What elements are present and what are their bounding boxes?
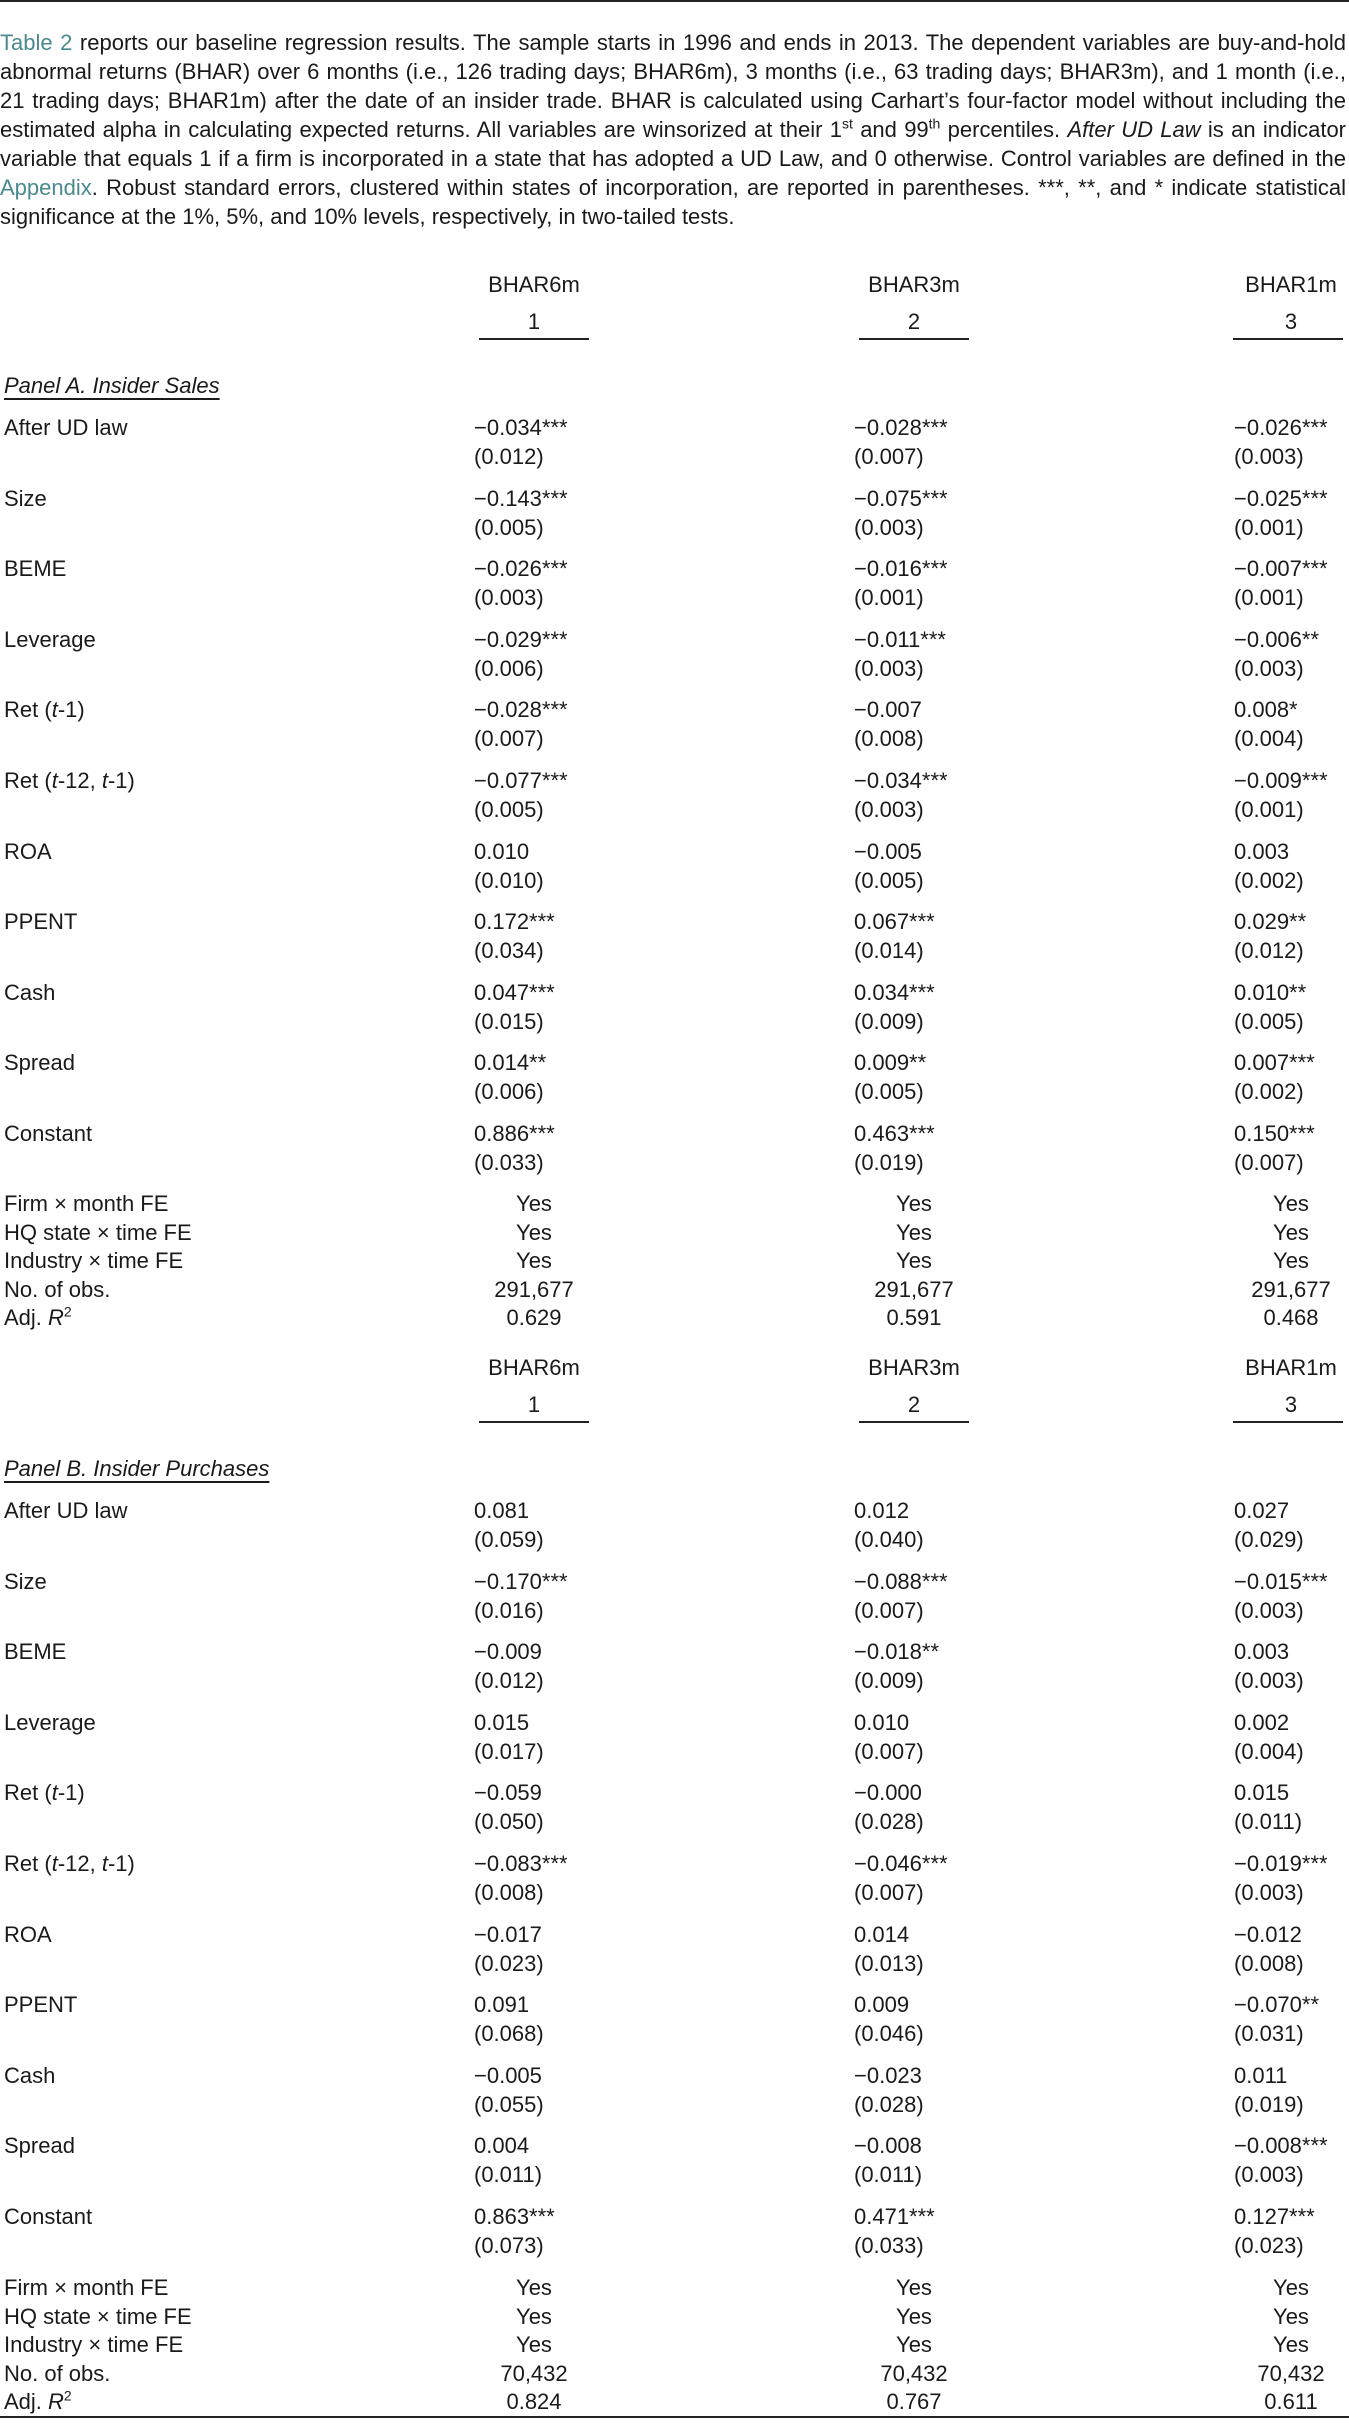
- stat-value: Yes: [896, 2304, 932, 2329]
- coefficient-cell: −0.009: [474, 1639, 542, 1664]
- standard-error-cell: (0.001): [1234, 515, 1304, 540]
- column-number: 2: [907, 309, 921, 334]
- row-label: Constant: [4, 1121, 93, 1146]
- stat-value: Yes: [896, 1220, 932, 1245]
- coefficient-cell: 0.091: [474, 1992, 530, 2017]
- coefficient-cell: 0.127***: [1234, 2204, 1315, 2229]
- caption-sup: th: [928, 115, 941, 132]
- coefficient-cell: −0.006**: [1234, 627, 1320, 652]
- row-label: Ret (t-1): [4, 697, 85, 722]
- standard-error-cell: (0.007): [854, 1880, 924, 1905]
- standard-error-cell: (0.014): [854, 938, 924, 963]
- coefficient-cell: 0.002: [1234, 1710, 1290, 1735]
- coefficient-cell: 0.008*: [1234, 697, 1298, 722]
- standard-error-cell: (0.050): [474, 1809, 544, 1834]
- coefficient-cell: −0.034***: [474, 415, 568, 440]
- row-label: BEME: [4, 1639, 67, 1664]
- panel-title: Panel A. Insider Sales: [4, 373, 220, 398]
- coefficient-cell: 0.011: [1234, 2063, 1288, 2088]
- standard-error-cell: (0.028): [854, 1809, 924, 1834]
- coefficient-cell: 0.010: [854, 1710, 910, 1735]
- standard-error-cell: (0.004): [1234, 1739, 1304, 1764]
- row-label: PPENT: [4, 1992, 78, 2017]
- standard-error-cell: (0.003): [1234, 1598, 1304, 1623]
- top-rule: [0, 0, 1349, 2]
- stat-value: 291,677: [874, 1277, 954, 1302]
- coefficient-cell: 0.047***: [474, 980, 555, 1005]
- coefficient-cell: 0.004: [474, 2133, 530, 2158]
- stat-value: 0.468: [1263, 1305, 1319, 1330]
- standard-error-cell: (0.005): [854, 1079, 924, 1104]
- coefficient-cell: −0.070**: [1234, 1992, 1320, 2017]
- coefficient-cell: −0.019***: [1234, 1851, 1328, 1876]
- standard-error-cell: (0.003): [1234, 2162, 1304, 2187]
- coefficient-cell: 0.172***: [474, 909, 555, 934]
- stat-value: 70,432: [1257, 2361, 1325, 2386]
- stat-value: 0.611: [1264, 2389, 1318, 2414]
- row-label: Leverage: [4, 627, 96, 652]
- column-header: BHAR3m: [868, 272, 960, 297]
- standard-error-cell: (0.003): [1234, 444, 1304, 469]
- coefficient-cell: −0.018**: [854, 1639, 940, 1664]
- column-header: BHAR6m: [488, 1355, 580, 1380]
- row-label: Ret (t-1): [4, 1780, 85, 1805]
- stat-value: 0.767: [886, 2389, 942, 2414]
- row-label: Ret (t-12, t-1): [4, 768, 135, 793]
- coefficient-cell: −0.083***: [474, 1851, 568, 1876]
- row-label: Leverage: [4, 1710, 96, 1735]
- column-underline: [479, 338, 589, 340]
- standard-error-cell: (0.003): [474, 585, 544, 610]
- stat-label: Industry × time FE: [4, 1248, 184, 1273]
- standard-error-cell: (0.003): [1234, 1880, 1304, 1905]
- standard-error-cell: (0.005): [474, 515, 544, 540]
- standard-error-cell: (0.002): [1234, 1079, 1304, 1104]
- coefficient-cell: 0.081: [474, 1498, 530, 1523]
- time-variable: t: [51, 1780, 58, 1805]
- stat-label: Adj. $R^2$: [4, 2387, 72, 2414]
- column-header: BHAR6m: [488, 272, 580, 297]
- coefficient-cell: 0.014: [854, 1922, 910, 1947]
- standard-error-cell: (0.012): [1234, 938, 1304, 963]
- table-2-link[interactable]: Table 2: [0, 30, 73, 55]
- coefficient-cell: −0.046***: [854, 1851, 948, 1876]
- coefficient-cell: −0.143***: [474, 486, 568, 511]
- standard-error-cell: (0.011): [854, 2162, 923, 2187]
- row-label: Ret (t-12, t-1): [4, 1851, 135, 1876]
- column-number: 2: [907, 1392, 921, 1417]
- stat-value: Yes: [1273, 2304, 1309, 2329]
- standard-error-cell: (0.007): [854, 444, 924, 469]
- caption-text: and 99: [852, 117, 929, 142]
- standard-error-cell: (0.031): [1234, 2021, 1304, 2046]
- coefficient-cell: 0.009: [854, 1992, 910, 2017]
- row-label: PPENT: [4, 909, 78, 934]
- standard-error-cell: (0.007): [854, 1739, 924, 1764]
- coefficient-cell: −0.029***: [474, 627, 568, 652]
- coefficient-cell: −0.077***: [474, 768, 568, 793]
- coefficient-cell: −0.016***: [854, 556, 948, 581]
- stat-label: HQ state × time FE: [4, 2304, 192, 2329]
- coefficient-cell: −0.026***: [474, 556, 568, 581]
- stat-value: Yes: [516, 1191, 552, 1216]
- stat-value: Yes: [1273, 2332, 1309, 2357]
- caption-text: . Robust standard errors, clustered within states of incorporation, are reported in parentheses. ***, **, and * indicate statistical significance at the 1%, 5%, and 10% levels, respectively, in two-tailed tests.: [0, 175, 1346, 229]
- bottom-rule: [0, 2416, 1349, 2418]
- coefficient-cell: −0.005: [474, 2063, 542, 2088]
- standard-error-cell: (0.059): [474, 1527, 544, 1552]
- coefficient-cell: −0.007: [854, 697, 922, 722]
- standard-error-cell: (0.005): [474, 797, 544, 822]
- standard-error-cell: (0.003): [854, 797, 924, 822]
- r-squared-superscript: 2: [63, 2387, 72, 2404]
- column-underline: [479, 1421, 589, 1423]
- r-squared-superscript: 2: [63, 1303, 72, 1320]
- coefficient-cell: 0.886***: [474, 1121, 555, 1146]
- stat-value: Yes: [516, 2304, 552, 2329]
- standard-error-cell: (0.013): [854, 1951, 924, 1976]
- stat-label: No. of obs.: [4, 1277, 111, 1302]
- standard-error-cell: (0.055): [474, 2092, 544, 2117]
- standard-error-cell: (0.028): [854, 2092, 924, 2117]
- standard-error-cell: (0.033): [474, 1150, 544, 1175]
- standard-error-cell: (0.023): [1234, 2233, 1304, 2258]
- stat-value: Yes: [1273, 1248, 1309, 1273]
- coefficient-cell: −0.000: [854, 1780, 922, 1805]
- r-symbol: R: [48, 1305, 64, 1330]
- standard-error-cell: (0.007): [854, 1598, 924, 1623]
- standard-error-cell: (0.034): [474, 938, 544, 963]
- standard-error-cell: (0.001): [1234, 585, 1304, 610]
- standard-error-cell: (0.073): [474, 2233, 544, 2258]
- stat-value: Yes: [1273, 2275, 1309, 2300]
- standard-error-cell: (0.006): [474, 656, 544, 681]
- coefficient-cell: −0.028***: [854, 415, 948, 440]
- coefficient-cell: 0.009**: [854, 1050, 927, 1075]
- coefficient-cell: −0.009***: [1234, 768, 1328, 793]
- standard-error-cell: (0.006): [474, 1079, 544, 1104]
- coefficient-cell: −0.026***: [1234, 415, 1328, 440]
- row-label: Size: [4, 486, 47, 511]
- row-label: ROA: [4, 839, 52, 864]
- standard-error-cell: (0.019): [1234, 2092, 1304, 2117]
- table-caption: [0, 28, 1346, 231]
- column-number: 1: [527, 1392, 541, 1417]
- standard-error-cell: (0.002): [1234, 868, 1304, 893]
- time-variable: t: [51, 768, 58, 793]
- standard-error-cell: (0.007): [1234, 1150, 1304, 1175]
- time-variable: t: [51, 697, 58, 722]
- standard-error-cell: (0.009): [854, 1009, 924, 1034]
- column-number: 3: [1284, 309, 1298, 334]
- stat-value: Yes: [896, 1191, 932, 1216]
- column-header: BHAR1m: [1245, 1355, 1337, 1380]
- stat-value: 291,677: [1251, 1277, 1331, 1302]
- coefficient-cell: −0.028***: [474, 697, 568, 722]
- standard-error-cell: (0.001): [1234, 797, 1304, 822]
- coefficient-cell: −0.025***: [1234, 486, 1328, 511]
- standard-error-cell: (0.005): [1234, 1009, 1304, 1034]
- standard-error-cell: (0.033): [854, 2233, 924, 2258]
- standard-error-cell: (0.001): [854, 585, 924, 610]
- column-header: BHAR1m: [1245, 272, 1337, 297]
- time-variable: t: [101, 1851, 108, 1876]
- standard-error-cell: (0.012): [474, 1668, 544, 1693]
- coefficient-cell: −0.023: [854, 2063, 922, 2088]
- row-label: Spread: [4, 2133, 75, 2158]
- standard-error-cell: (0.029): [1234, 1527, 1304, 1552]
- stat-label: Industry × time FE: [4, 2332, 184, 2357]
- coefficient-cell: 0.010**: [1234, 980, 1307, 1005]
- coefficient-cell: 0.863***: [474, 2204, 555, 2229]
- column-underline: [859, 1421, 969, 1423]
- coefficient-cell: 0.027: [1234, 1498, 1290, 1523]
- coefficient-cell: −0.005: [854, 839, 922, 864]
- standard-error-cell: (0.003): [854, 656, 924, 681]
- stat-value: Yes: [1273, 1220, 1309, 1245]
- standard-error-cell: (0.005): [854, 868, 924, 893]
- standard-error-cell: (0.003): [854, 515, 924, 540]
- row-label: After UD law: [4, 415, 128, 440]
- row-label: BEME: [4, 556, 67, 581]
- stat-value: Yes: [896, 2332, 932, 2357]
- coefficient-cell: 0.471***: [854, 2204, 935, 2229]
- standard-error-cell: (0.010): [474, 868, 544, 893]
- standard-error-cell: (0.003): [1234, 656, 1304, 681]
- r-symbol: R: [48, 2389, 64, 2414]
- column-number: 1: [527, 309, 541, 334]
- coefficient-cell: 0.150***: [1234, 1121, 1315, 1146]
- standard-error-cell: (0.046): [854, 2021, 924, 2046]
- caption-text: is an indicator variable that equals 1 if a firm is incorporated in a state that has adopted a UD Law, and 0 otherwise. Control variables are defined in the: [0, 117, 1347, 171]
- standard-error-cell: (0.019): [854, 1150, 924, 1175]
- stat-value: Yes: [516, 2332, 552, 2357]
- standard-error-cell: (0.015): [474, 1009, 544, 1034]
- stat-value: Yes: [516, 1248, 552, 1273]
- column-underline: [859, 338, 969, 340]
- stat-value: Yes: [896, 2275, 932, 2300]
- coefficient-cell: 0.463***: [854, 1121, 935, 1146]
- coefficient-cell: 0.003: [1234, 1639, 1290, 1664]
- stat-value: 0.824: [506, 2389, 562, 2414]
- coefficient-cell: −0.008***: [1234, 2133, 1328, 2158]
- coefficient-cell: 0.029**: [1234, 909, 1307, 934]
- coefficient-cell: −0.017: [474, 1922, 542, 1947]
- standard-error-cell: (0.008): [854, 726, 924, 751]
- caption-text: reports our baseline regression results. The sample starts in 1996 and ends in 2013. The dependent variables are buy-and-hold abnormal returns (BHAR) over 6 months (i.e., 126 trading days; BHAR6m), 3 months (i.e., 63 trading days; BHAR3m), and 1 month (i.e., 21 trading days; BHAR1m) after the date of an insider trade. BHAR is calculated using Carhart’s four-factor model without including the estimated alpha in calculating expected returns. All variables are winsorized at their 1: [0, 30, 1346, 142]
- coefficient-cell: −0.011***: [854, 627, 946, 652]
- coefficient-cell: −0.008: [854, 2133, 922, 2158]
- coefficient-cell: −0.075***: [854, 486, 948, 511]
- standard-error-cell: (0.068): [474, 2021, 544, 2046]
- stat-label: Firm × month FE: [4, 2275, 169, 2300]
- row-label: Constant: [4, 2204, 93, 2229]
- column-header: BHAR3m: [868, 1355, 960, 1380]
- coefficient-cell: 0.007***: [1234, 1050, 1315, 1075]
- column-number: 3: [1284, 1392, 1298, 1417]
- coefficient-cell: 0.012: [854, 1498, 910, 1523]
- coefficient-cell: −0.007***: [1234, 556, 1328, 581]
- standard-error-cell: (0.023): [474, 1951, 544, 1976]
- panel-title: Panel B. Insider Purchases: [4, 1456, 270, 1481]
- column-underline: [1233, 1421, 1343, 1423]
- standard-error-cell: (0.007): [474, 726, 544, 751]
- standard-error-cell: (0.016): [474, 1598, 544, 1623]
- caption-text: percentiles.: [940, 117, 1068, 142]
- appendix-link[interactable]: Appendix: [0, 175, 92, 200]
- stat-value: Yes: [516, 1220, 552, 1245]
- stat-value: 70,432: [500, 2361, 568, 2386]
- stat-value: Yes: [516, 2275, 552, 2300]
- stat-label: Firm × month FE: [4, 1191, 169, 1216]
- stat-label: HQ state × time FE: [4, 1220, 192, 1245]
- caption-sup: st: [842, 115, 853, 132]
- stat-value: Yes: [1273, 1191, 1309, 1216]
- caption-italic: After UD Law: [1067, 117, 1201, 142]
- standard-error-cell: (0.012): [474, 444, 544, 469]
- standard-error-cell: (0.008): [474, 1880, 544, 1905]
- coefficient-cell: 0.014**: [474, 1050, 547, 1075]
- coefficient-cell: 0.010: [474, 839, 530, 864]
- row-label: ROA: [4, 1922, 52, 1947]
- row-label: Cash: [4, 980, 56, 1005]
- row-label: Spread: [4, 1050, 75, 1075]
- standard-error-cell: (0.009): [854, 1668, 924, 1693]
- coefficient-cell: 0.067***: [854, 909, 935, 934]
- coefficient-cell: −0.034***: [854, 768, 948, 793]
- coefficient-cell: 0.034***: [854, 980, 935, 1005]
- row-label: Size: [4, 1569, 47, 1594]
- coefficient-cell: −0.059: [474, 1780, 542, 1805]
- stat-label: Adj. $R^2$: [4, 1303, 72, 1330]
- standard-error-cell: (0.011): [474, 2162, 543, 2187]
- standard-error-cell: (0.004): [1234, 726, 1304, 751]
- column-underline: [1233, 338, 1343, 340]
- row-label: Cash: [4, 2063, 56, 2088]
- stat-value: 0.591: [886, 1305, 942, 1330]
- time-variable: t: [51, 1851, 58, 1876]
- time-variable: t: [101, 768, 108, 793]
- standard-error-cell: (0.008): [1234, 1951, 1304, 1976]
- coefficient-cell: −0.088***: [854, 1569, 948, 1594]
- coefficient-cell: 0.015: [1234, 1780, 1290, 1805]
- coefficient-cell: −0.015***: [1234, 1569, 1328, 1594]
- stat-value: 0.629: [506, 1305, 562, 1330]
- stat-label: No. of obs.: [4, 2361, 111, 2386]
- standard-error-cell: (0.003): [1234, 1668, 1304, 1693]
- row-label: After UD law: [4, 1498, 128, 1523]
- stat-value: 70,432: [880, 2361, 948, 2386]
- standard-error-cell: (0.040): [854, 1527, 924, 1552]
- stat-value: 291,677: [494, 1277, 574, 1302]
- coefficient-cell: −0.012: [1234, 1922, 1302, 1947]
- standard-error-cell: (0.011): [1234, 1809, 1303, 1834]
- stat-value: Yes: [896, 1248, 932, 1273]
- standard-error-cell: (0.017): [474, 1739, 544, 1764]
- coefficient-cell: 0.015: [474, 1710, 530, 1735]
- coefficient-cell: −0.170***: [474, 1569, 568, 1594]
- coefficient-cell: 0.003: [1234, 839, 1290, 864]
